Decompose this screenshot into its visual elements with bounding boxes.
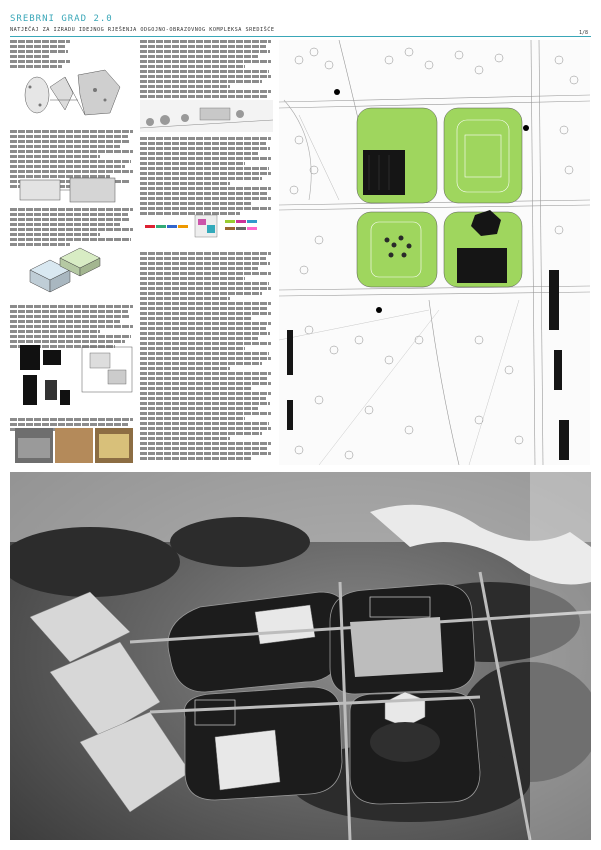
volume-axonometric: [20, 240, 110, 300]
board-title: SREBRNI GRAD 2.0: [10, 14, 113, 24]
site-analysis-diagram: [10, 65, 135, 125]
green-block-sw: [357, 212, 437, 287]
reference-photos: [15, 428, 135, 463]
text-block-mid-3: [140, 252, 273, 462]
site-plan: [279, 40, 590, 465]
section-diagram: [15, 340, 75, 415]
header-rule: [10, 36, 591, 37]
green-block-ne: [444, 108, 522, 203]
school-building: [363, 150, 405, 195]
page-number: 1/8: [578, 30, 588, 36]
street-perspective: [140, 100, 273, 132]
plan-fragment: [80, 345, 135, 395]
program-color-diagram: [140, 205, 273, 245]
board-subtitle: NATJEČAJ ZA IZRADU IDEJNOG RJEŠENJA ODGOJNO-OBRAZOVNOG KOMPLEKSA SREDIŠĆE: [10, 27, 275, 33]
zoning-sketch: [15, 175, 125, 205]
aerial-render: [10, 472, 591, 840]
kindergarten-building: [457, 248, 507, 283]
